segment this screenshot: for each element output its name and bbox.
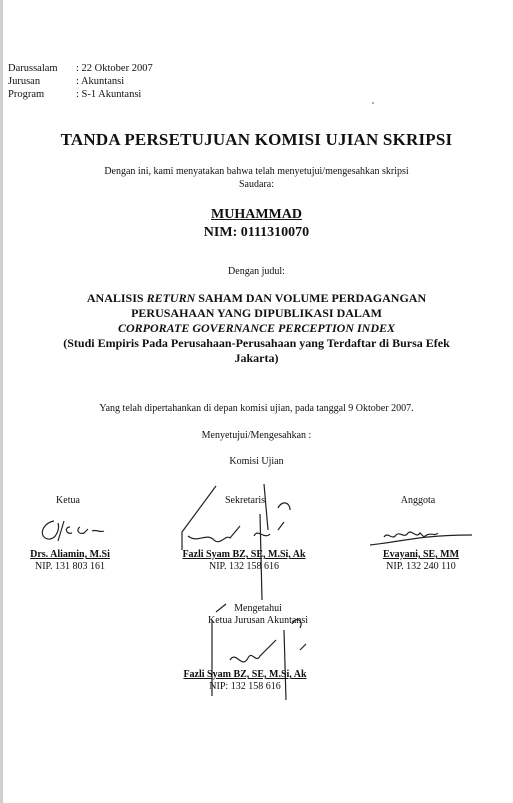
program-value: : S-1 Akuntansi (76, 89, 142, 100)
secretary-identity (164, 549, 324, 573)
page-title: TANDA PERSETUJUAN KOMISI UJIAN SKRIPSI (60, 130, 453, 149)
member-block (368, 495, 468, 507)
student-name: MUHAMMAD (211, 207, 302, 222)
thesis-line-3: CORPORATE GOVERNANCE PERCEPTION INDEX (117, 321, 396, 335)
chair-signature (36, 515, 116, 547)
chair-name: Drs. Aliamin, M.Si (30, 549, 110, 560)
intro-line-1: Dengan ini, kami menyatakan bahwa telah menyetujui/mengesahkan skripsi (104, 166, 409, 177)
scan-speck (372, 102, 374, 104)
member-identity (366, 549, 476, 573)
intro-text (0, 165, 513, 191)
member-role: Anggota (400, 495, 436, 506)
approval-label: Menyetujui/Mengesahkan : (201, 430, 312, 441)
thesis-line-1a: ANALISIS (86, 291, 147, 305)
member-nip: NIP. 132 240 110 (386, 561, 456, 572)
place-value: : 22 Oktober 2007 (76, 63, 153, 74)
thesis-line-4: (Studi Empiris Pada Perusahaan-Perusahaan yang Terdaftar di Bursa Efek (63, 336, 450, 350)
chair-identity (15, 549, 125, 573)
member-name: Evayani, SE, MM (382, 549, 460, 560)
committee-label: Komisi Ujian (229, 456, 284, 467)
student-nim: NIM: 0111310070 (203, 225, 310, 240)
chair-nip: NIP. 131 803 161 (34, 561, 105, 572)
head-identity (160, 669, 330, 693)
dept-label: Jurusan (8, 76, 41, 87)
head-role-1: Mengetahui (234, 603, 282, 614)
head-role-2: Ketua Jurusan Akuntansi (208, 615, 308, 626)
head-nip: NIP: 132 158 616 (209, 681, 281, 692)
thesis-line-2: PERUSAHAAN YANG DIPUBLIKASI DALAM (131, 306, 382, 320)
judul-label: Dengan judul: (228, 266, 285, 277)
thesis-title (0, 291, 513, 366)
secretary-nip: NIP. 132 158 616 (208, 561, 279, 572)
page-edge (0, 0, 3, 803)
thesis-line-1 (0, 291, 513, 306)
place-label: Darussalam (8, 63, 58, 74)
head-name: Fazli Syam BZ, SE, M.Si, Ak (183, 669, 307, 680)
secretary-name: Fazli Syam BZ, SE, M.Si, Ak (182, 549, 306, 560)
secretary-block (190, 495, 300, 507)
dept-value: : Akuntansi (76, 76, 125, 87)
chair-block (18, 495, 118, 507)
thesis-line-1-italic: RETURN (146, 291, 196, 305)
chair-role: Ketua (56, 495, 80, 506)
program-label: Program (8, 89, 45, 100)
thesis-line-5: Jakarta) (234, 351, 279, 365)
defended-statement: Yang telah dipertahankan di depan komisi ujian, pada tanggal 9 Oktober 2007. (99, 403, 414, 414)
intro-line-2: Saudara: (239, 179, 274, 190)
document-meta (8, 62, 153, 101)
secretary-role: Sekretaris (225, 495, 265, 506)
thesis-line-1b: SAHAM DAN VOLUME PERDAGANGAN (195, 291, 427, 305)
